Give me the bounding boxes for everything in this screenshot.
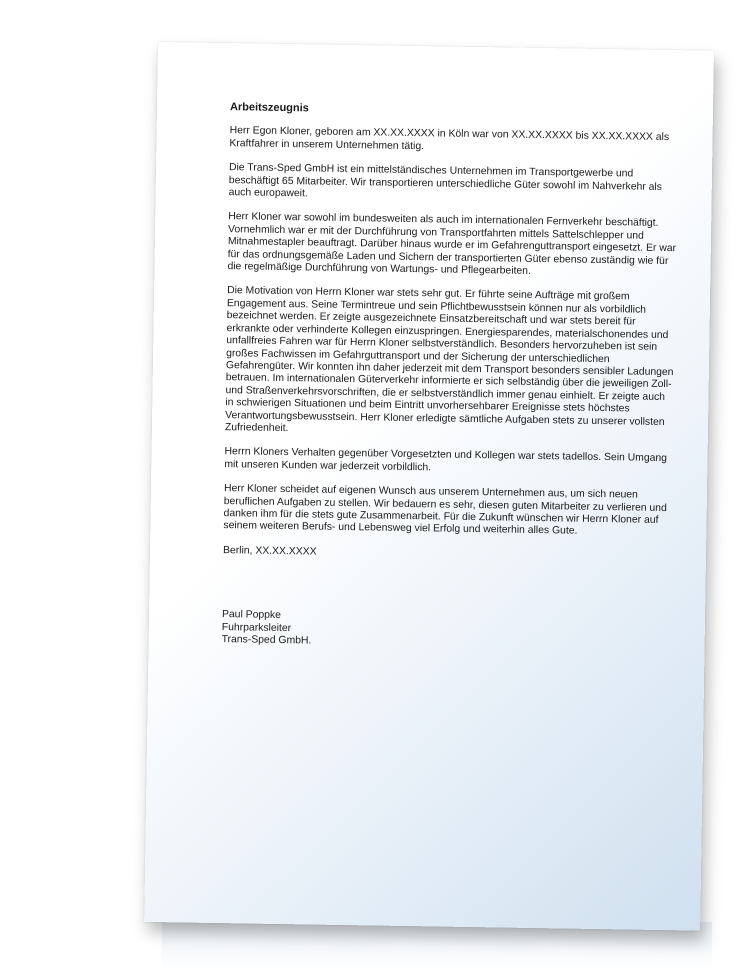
signatory-name: Paul Poppke [221,609,282,622]
signatory-role: Fuhrparksleiter [221,621,292,634]
signature-space [222,569,673,616]
paragraph-intro: Herr Egon Kloner, geboren am XX.XX.XXXX in Köln war von XX.XX.XXXX bis XX.XX.XXXX als Kraftfahrer in unserem Unternehmen tätig. [229,125,670,153]
paragraph-company: Die Trans-Sped GmbH ist ein mittelständisches Unternehmen im Transportgewerbe und beschäftigt 65 Mitarbeiter. Wir transportieren unterschiedliche Güter sowohl im Nahverkehr als auch europaweit. [228,162,663,200]
paragraph-performance: Die Motivation von Herrn Kloner war stets sehr gut. Er führte seine Aufträge mit großem Engagement aus. Seine Termintreue und sein Pflichtbewusstsein können nur als vorbildlich bezeichnet werden. Er zeigte ausgezeichnete Einsatzbereitschaft und war stets bereit für erkrankte oder verhinderte Kollegen einzuspringen. Energiesparendes, materialschonendes und unfallfreies Fahren war für Herrn Kloner selbstverständlich. Besonders hervorzuheben ist sein großes Fachwissen im Gefahrguttransport und der Sicherung der unterschiedlichen Gefahrengüter. Wir konnten ihn daher jederzeit mit dem Transport besonders sensibler Ladungen betrauen. Im internationalen Güterverkehr informierte er sich selbständig über die jeweiligen Zoll- und Straßenverkehrsvorschriften, die er selbstverständlich immer genau einhielt. Er zeigte auch in schwierigen Situationen und beim Eintritt unvorhersehbarer Ereignisse stets höchstes Verantwortungsbewusstsein. Herr Kloner erledigte sämtliche Aufgaben stets zu unserer vollsten Zufriedenheit. [224,285,674,435]
paragraph-duties: Herr Kloner war sowohl im bundesweiten als auch im internationalen Fernverkehr beschäftigt. Vornehmlich war er mit der Durchführung von Transportfahrten mittels Sattelschlepper und Mitnahmestapler beauftragt. Darüber hinaus wurde er im Gefahrenguttransport eingesetzt. Er war für das ordnungsgemäße Laden und Sichern der transportierten Güter ebenso zuständig wie für die regelmäßige Durchführung von Wartungs- und Pflegearbeiten. [227,211,677,277]
document-title: Arbeitszeugnis [229,101,309,115]
place-date: Berlin, XX.XX.XXXX [222,544,317,558]
document-page [144,42,714,931]
paragraph-departure: Herr Kloner scheidet auf eigenen Wunsch aus unserem Unternehmen aus, um sich neuen beruflichen Aufgaben zu stellen. Wir bedauern es sehr, diesen guten Mitarbeiter zu verlieren und danken ihm für die stets gute Zusammenarbeit. Für die Zukunft wünschen wir Herrn Kloner auf seinem weiteren Berufs- und Lebensweg viel Erfolg und weiterhin alles Gute. [223,483,667,538]
document-body [222,101,681,653]
paragraph-behavior: Herrn Kloners Verhalten gegenüber Vorgesetzten und Kollegen war stets tadellos. Sein Umgang mit unseren Kunden war jederzeit vorbildlich. [224,446,668,474]
signatory-company: Trans-Sped GmbH. [221,634,312,647]
